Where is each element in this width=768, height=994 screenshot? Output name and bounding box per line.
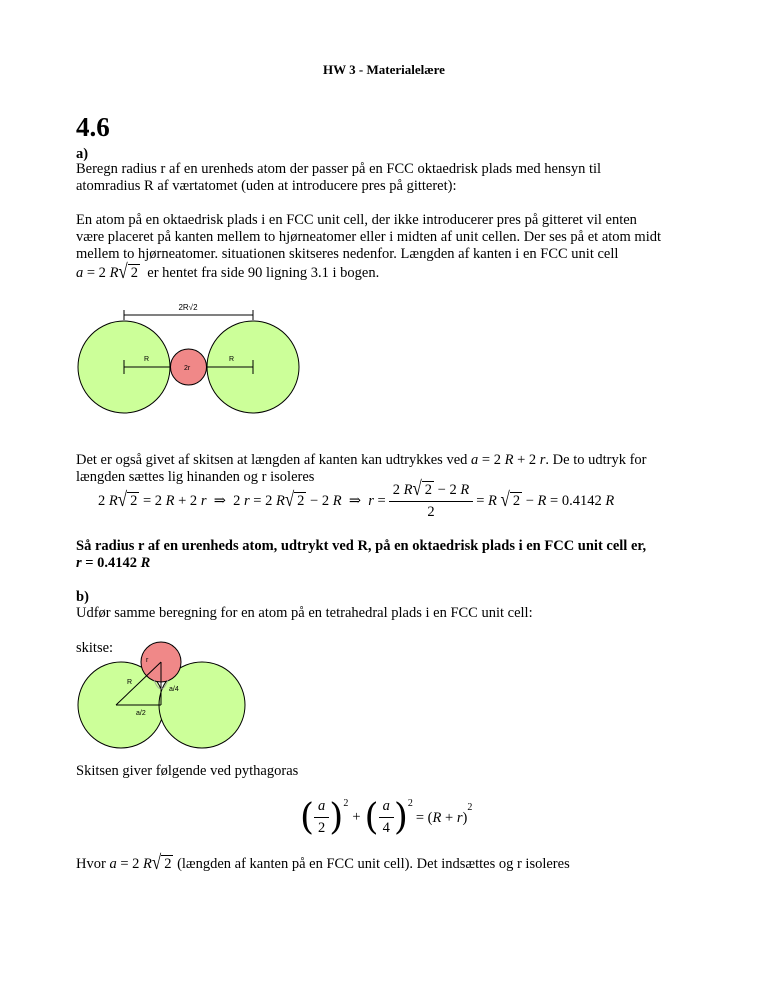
- part-a-question-line1: Beregn radius r af en urenheds atom der passer på en FCC oktaedrisk plads med hensyn til: [76, 161, 602, 177]
- tetrahedral-diagram: [76, 640, 256, 760]
- para2-line2: længden sættes lig hinanden og r isoleres: [76, 469, 315, 485]
- para1-line4: a = 2 R√ 2 er hentet fra side 90 ligning 3.1 i bogen.: [76, 260, 380, 283]
- result-value: 0.4142: [97, 555, 138, 571]
- section-heading: 4.6: [76, 112, 110, 142]
- R-label: R: [127, 679, 133, 686]
- para1-line1: En atom på en oktaedrisk plads i en FCC unit cell, der ikke introducerer pres på gitteret vil enten: [76, 212, 637, 228]
- para1-line4-suffix: er hentet fra side 90 ligning 3.1 i bogen.: [147, 265, 380, 281]
- sketch-label: skitse:: [76, 640, 114, 656]
- r-label: r: [146, 657, 149, 664]
- para1-line2: være placeret på kanten mellem to hjørneatomer eller i midten af unit cellen. Der ses på et atom midt: [76, 229, 662, 245]
- part-a-label: a): [76, 146, 89, 162]
- right-radius-label: R: [229, 356, 235, 363]
- page-header: HW 3 - Materialelære: [323, 62, 445, 77]
- center-label: 2r: [184, 365, 191, 372]
- top-dimension-label: 2R√2: [178, 303, 198, 312]
- eq-result-value: 0.4142: [561, 493, 602, 509]
- a4-label: a/4: [169, 686, 179, 693]
- octahedral-equation: 2 R√ 2 = 2 R + 2 r ⇒ 2 r = 2 R√ 2 − 2 R ⇒ r = $\frac{2 R√ 2 - 2 R}{2}$ = R √ 2 − R = 0.4142 R: [98, 477, 615, 520]
- pythagoras-text: Skitsen giver følgende ved pythagoras: [76, 763, 299, 779]
- para1-line3: mellem to hjørneatomer. situationen skitseres nedenfor. Længden af kanten i en FCC unit cell: [76, 246, 619, 262]
- octahedral-diagram: [76, 300, 306, 430]
- edge-length-formula: a: [76, 265, 84, 281]
- pythagoras-equation: ( $\frac{a}{2}$ ) $^2$ + ( $\frac{a}{4}$ ) $^2$ = $(R + r)^2$: [300, 796, 473, 838]
- result-line2: r = 0.4142 R: [76, 555, 151, 571]
- part-a-question-line2: atomradius R af værtatomet (uden at introducere pres på gitteret):: [76, 178, 457, 194]
- a2-label: a/2: [136, 710, 146, 717]
- final-line: Hvor a = 2 R√ 2 (længden af kanten på en FCC unit cell). Det indsættes og r isoleres: [76, 851, 570, 874]
- result-line1: Så radius r af en urenheds atom, udtrykt ved R, på en oktaedrisk plads i en FCC unit cell er,: [76, 538, 647, 554]
- part-b-label: b): [76, 589, 89, 605]
- para2-line1: Det er også givet af skitsen at længden af kanten kan udtrykkes ved a = 2 R + 2 r. De to udtryk for: [76, 452, 647, 468]
- left-radius-label: R: [144, 356, 150, 363]
- part-b-question: Udfør samme beregning for en atom på en tetrahedral plads i en FCC unit cell:: [76, 605, 533, 621]
